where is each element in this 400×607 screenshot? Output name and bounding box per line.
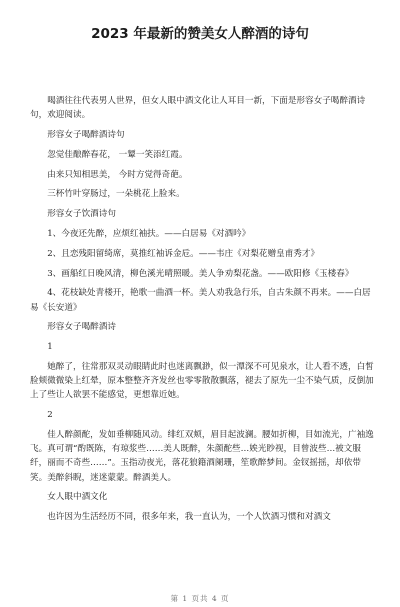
section-heading: 女人眼中酒文化 (47, 492, 108, 503)
page-title: 2023 年最新的赞美女人醉酒的诗句 (91, 26, 309, 42)
item-number: 1 (47, 342, 53, 353)
body-paragraph: 也许因为生活经历不同，很多年来，我一直认为，一个人饮酒习惯和对酒文 (47, 512, 331, 523)
body-paragraph: 佳人醉颜酡，发如垂柳随风动。绯红双颊，眉目起波澜。腰如折柳，目如流光，广袖逸飞。真可谓“酌既陈，有琼浆些……美人既醉，朱颜酡些…娭光眇视，目曾波些…被文服纤，丽而不奇些……”。玉指动夜光，落花狼籍酒阑珊，笙歌醉梦间。金钗摇摇，却依带笑。美醉斜睨，迷迷蒙蒙。醉酒美人。 (30, 429, 374, 483)
poem-line: 忽觉佳酿醉春花， 一颦一笑添红霞。 (47, 149, 188, 160)
item-number: 2 (47, 410, 53, 421)
poem-line: 三杯竹叶穿肠过，一朵桃花上脸来。 (47, 189, 185, 200)
poem-quote: 4、花枝缺处青楼开，艳歌一曲酒一杯。美人劝我急行乐，自古朱颜不再来。——白居易《长安道》 (30, 288, 371, 313)
document-body (30, 94, 375, 530)
intro-paragraph: 喝酒往往代表男人世界，但女人眼中酒文化让人耳目一新，下面是形容女子喝醉酒诗句，欢迎阅读。 (30, 96, 366, 121)
poem-line: 由来只知相思美， 今时方觉得奇葩。 (47, 169, 188, 180)
poem-quote: 3、画船红日晚风清，柳色溪光晴照暖。美人争劝梨花盏。——欧阳修《玉楼春》 (47, 268, 354, 279)
body-paragraph: 她醉了，往常那双灵动眼睛此时也迷离飘渺，似一潭深不可见泉水，让人看不透，白皙脸颊微微染上红晕，原本整整齐齐发丝也零零散散飘落，褪去了原先一尘不染气质，反倒加上了些让人欲罢不能感觉，更想靠近她。 (30, 361, 374, 401)
section-heading: 形容女子喝醉酒诗句 (47, 130, 125, 140)
poem-quote: 1、今夜还先醉，应烦红袖扶。——白居易《对酒吟》 (47, 228, 251, 239)
page-footer: 第 1 页共 4 页 (170, 594, 230, 603)
poem-quote: 2、且恋残阳留绮席，莫推红袖诉金卮。——韦庄《对梨花赠皇甫秀才》 (47, 248, 320, 259)
section-heading: 形容女子喝醉酒诗 (47, 322, 116, 333)
section-heading: 形容女子饮酒诗句 (47, 209, 116, 220)
